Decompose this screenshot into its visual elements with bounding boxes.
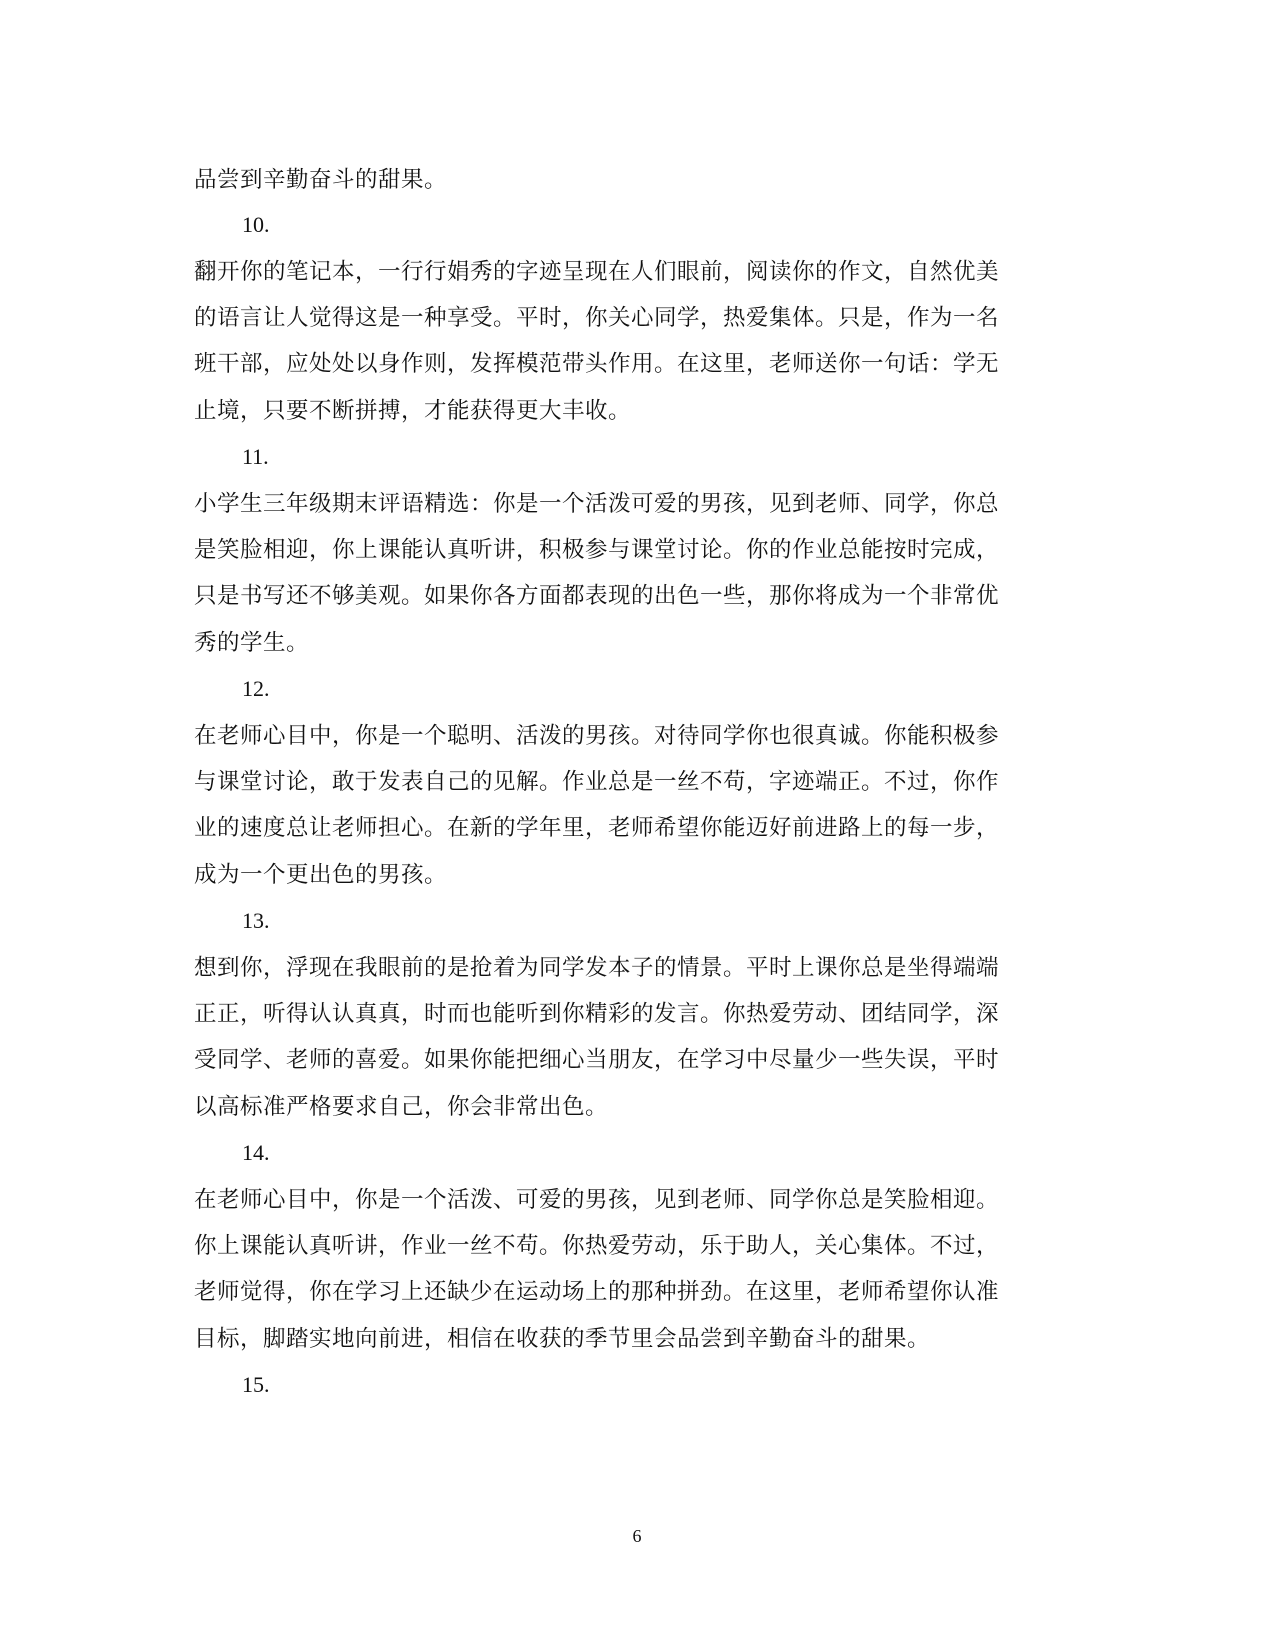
entry-10-line-2: 的语言让人觉得这是一种享受。平时，你关心同学，热爱集体。只是，作为一名 bbox=[194, 305, 1000, 331]
entry-14-line-4: 目标，脚踏实地向前进，相信在收获的季节里会品尝到辛勤奋斗的甜果。 bbox=[194, 1326, 931, 1352]
entry-14-line-2: 你上课能认真听讲，作业一丝不苟。你热爱劳动，乐于助人，关心集体。不过， bbox=[194, 1233, 1000, 1259]
entry-12-line-4: 成为一个更出色的男孩。 bbox=[194, 862, 448, 888]
entry-13-line-4: 以高标准严格要求自己，你会非常出色。 bbox=[194, 1094, 609, 1120]
entry-number-10: 10. bbox=[242, 212, 270, 237]
entry-12-line-3: 业的速度总让老师担心。在新的学年里，老师希望你能迈好前进路上的每一步， bbox=[194, 815, 1000, 841]
page-number: 6 bbox=[632, 1526, 642, 1546]
entry-number-12: 12. bbox=[242, 676, 270, 701]
entry-10-line-3: 班干部，应处处以身作则，发挥模范带头作用。在这里，老师送你一句话：学无 bbox=[194, 351, 1000, 377]
entry-13-line-3: 受同学、老师的喜爱。如果你能把细心当朋友，在学习中尽量少一些失误，平时 bbox=[194, 1047, 1000, 1073]
entry-number-11: 11. bbox=[242, 444, 269, 469]
entry-10-line-1: 翻开你的笔记本，一行行娟秀的字迹呈现在人们眼前，阅读你的作文，自然优美 bbox=[194, 259, 1000, 285]
entry-11-line-1: 小学生三年级期末评语精选：你是一个活泼可爱的男孩，见到老师、同学，你总 bbox=[194, 491, 1000, 517]
entry-12-line-2: 与课堂讨论，敢于发表自己的见解。作业总是一丝不苟，字迹端正。不过，你作 bbox=[194, 769, 1000, 795]
entry-14-line-3: 老师觉得，你在学习上还缺少在运动场上的那种拼劲。在这里，老师希望你认准 bbox=[194, 1279, 1000, 1305]
entry-11-line-3: 只是书写还不够美观。如果你各方面都表现的出色一些，那你将成为一个非常优 bbox=[194, 583, 1000, 609]
intro-tail-line: 品尝到辛勤奋斗的甜果。 bbox=[194, 167, 448, 193]
entry-number-15: 15. bbox=[242, 1372, 270, 1397]
entry-number-13: 13. bbox=[242, 908, 270, 933]
entry-11-line-4: 秀的学生。 bbox=[194, 630, 310, 656]
entry-13-line-2: 正正，听得认认真真，时而也能听到你精彩的发言。你热爱劳动、团结同学，深 bbox=[194, 1001, 1000, 1027]
entry-number-14: 14. bbox=[242, 1140, 270, 1165]
entry-13-line-1: 想到你，浮现在我眼前的是抢着为同学发本子的情景。平时上课你总是坐得端端 bbox=[194, 955, 1000, 981]
entry-14-line-1: 在老师心目中，你是一个活泼、可爱的男孩，见到老师、同学你总是笑脸相迎。 bbox=[194, 1187, 1000, 1213]
entry-10-line-4: 止境，只要不断拼搏，才能获得更大丰收。 bbox=[194, 398, 632, 424]
entry-12-line-1: 在老师心目中，你是一个聪明、活泼的男孩。对待同学你也很真诚。你能积极参 bbox=[194, 723, 1000, 749]
entry-11-line-2: 是笑脸相迎，你上课能认真听讲，积极参与课堂讨论。你的作业总能按时完成， bbox=[194, 537, 1000, 563]
